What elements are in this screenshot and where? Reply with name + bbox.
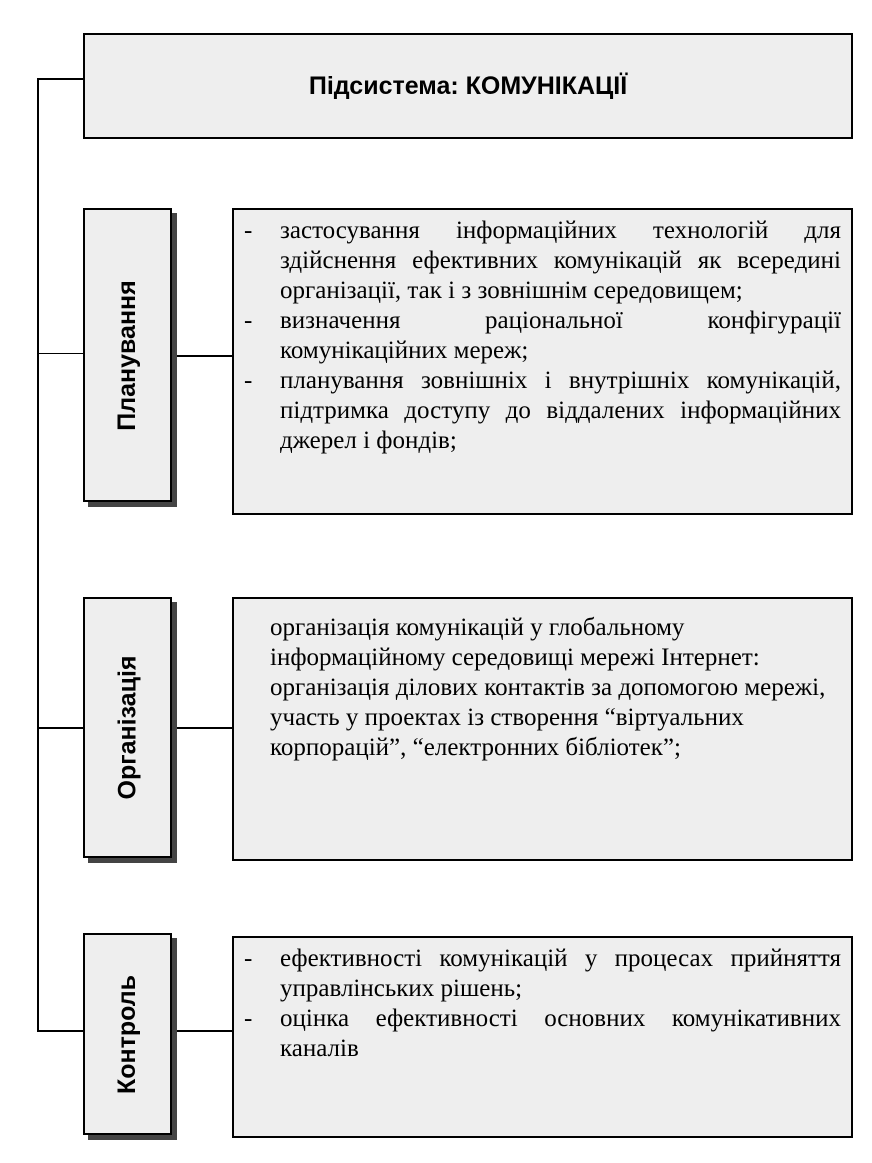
planning-link	[172, 355, 232, 357]
planning-content-box	[232, 208, 853, 515]
control-item: - ефективності комунікацій у процесах прийняття управлінських рішень;	[280, 944, 841, 1004]
organization-label: Організація	[113, 655, 142, 800]
diagram-title: Підсистема: КОМУНІКАЦІЇ	[308, 71, 628, 100]
organization-text: організація комунікацій у глобальному інформаційному середовищі мережі Інтернет: організація ділових контактів за допомогою мережі, участь у проектах із створення “віртуальних корпорацій”, “електронних бібліотек”;	[270, 614, 826, 761]
control-label: Контроль	[113, 974, 142, 1094]
control-branch	[37, 1030, 83, 1032]
organization-content-box	[232, 597, 853, 861]
control-link	[172, 1030, 232, 1032]
control-label-box	[83, 933, 172, 1135]
control-content-box	[232, 936, 853, 1138]
planning-list	[234, 210, 851, 456]
title-connector	[37, 78, 83, 80]
organization-link	[172, 727, 232, 729]
control-item: - оцінка ефективності основних комунікативних каналів	[280, 1004, 841, 1064]
planning-item: - планування зовнішніх і внутрішніх комунікацій, підтримка доступу до віддалених інформаційних джерел і фондів;	[280, 366, 841, 456]
planning-item: - визначення раціональної конфігурації комунікаційних мереж;	[280, 306, 841, 366]
planning-label-box	[83, 208, 172, 502]
planning-branch	[37, 353, 83, 354]
control-list	[234, 938, 851, 1064]
title-box	[83, 33, 853, 139]
organization-branch	[37, 727, 83, 729]
organization-label-box	[83, 597, 172, 858]
vertical-connector	[37, 78, 39, 1031]
planning-item: - застосування інформаційних технологій для здійснення ефективних комунікацій як всередині організації, так і з зовнішнім середовищем;	[280, 216, 841, 306]
planning-label: Планування	[113, 279, 141, 431]
